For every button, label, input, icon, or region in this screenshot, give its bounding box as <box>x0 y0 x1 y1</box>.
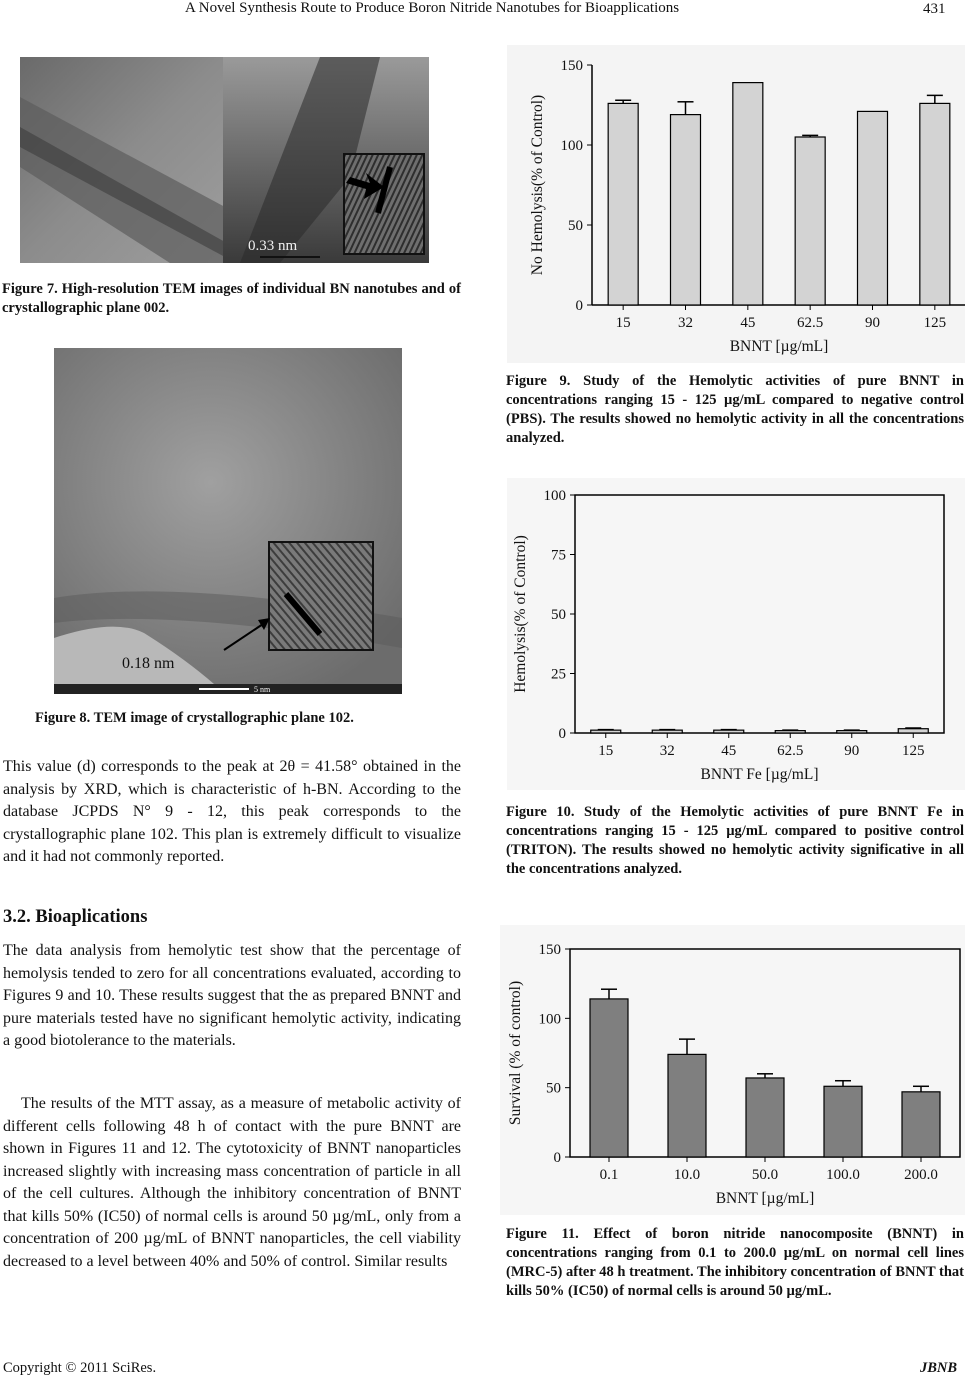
figure-11-chart <box>500 925 965 1215</box>
chart-fig9-svg <box>507 45 965 363</box>
x-tick-label: 45 <box>740 315 756 331</box>
running-title: A Novel Synthesis Route to Produce Boron Nitride Nanotubes for Bioapplications <box>185 0 680 16</box>
y-tick-label: 0 <box>575 298 583 314</box>
y-axis-label: No Hemolysis(% of Control) <box>529 94 546 276</box>
figure-7-caption: Figure 7. High-resolution TEM images of individual BN nanotubes and of crystallographic plane 002. <box>2 281 461 316</box>
y-axis-label: Hemolysis(% of Control) <box>512 535 529 693</box>
y-tick-label: 75 <box>551 547 566 564</box>
y-tick-label: 0 <box>558 726 566 742</box>
page-number: 431 <box>923 1 946 17</box>
bar <box>746 1078 784 1157</box>
page-header <box>0 0 965 30</box>
bar <box>898 729 928 733</box>
y-axis-label: Survival (% of control) <box>507 980 524 1126</box>
x-tick-label: 10.0 <box>673 1167 701 1183</box>
figure-8-caption: Figure 8. TEM image of crystallographic plane 102. <box>35 710 354 726</box>
x-tick-label: 62.5 <box>797 315 824 331</box>
body-paragraph-3 <box>3 1093 461 1273</box>
y-tick-label: 150 <box>560 58 583 74</box>
x-tick-label: 15 <box>615 315 631 331</box>
bar <box>733 83 763 305</box>
figure-9-chart <box>507 45 965 363</box>
x-axis-label: BNNT Fe [µg/mL] <box>700 766 819 783</box>
x-tick-label: 32 <box>659 743 675 759</box>
tem-image-fig7 <box>20 57 429 263</box>
x-tick-label: 62.5 <box>777 743 804 759</box>
figure-8-image <box>54 348 402 694</box>
section-title: 3.2. Bioaplications <box>3 907 148 927</box>
chart-fig11-svg <box>500 925 965 1215</box>
bar <box>837 731 867 733</box>
y-tick-label: 0 <box>553 1150 561 1166</box>
bar <box>590 999 628 1157</box>
x-tick-label: 45 <box>721 743 737 759</box>
y-tick-label: 100 <box>538 1011 561 1028</box>
x-axis-label: BNNT [µg/mL] <box>715 1190 815 1207</box>
bar <box>591 730 621 733</box>
bar <box>608 103 638 305</box>
y-tick-label: 100 <box>560 138 583 154</box>
figure-10-chart <box>507 478 965 790</box>
bar <box>652 730 682 733</box>
body-paragraph-2 <box>3 940 461 1053</box>
fig8-scalebar-label: 5 nm <box>254 685 271 694</box>
figure-11-caption: Figure 11. Effect of boron nitride nanocomposite (BNNT) in concentrations ranging from 0.1 to 200.0 µg/mL on normal cell lines (MRC-5) after 48 h treatment. The inhibitory concentration of BNNT that kills 50% (IC50) of normal cells is around 50 µg/mL. <box>506 1226 964 1299</box>
x-tick-label: 125 <box>923 315 947 331</box>
bar <box>668 1054 706 1157</box>
bar <box>714 730 744 733</box>
paragraph-3: The results of the MTT assay, as a measure of metabolic activity of different cells following 48 h of contact with the pure BNNT are shown in Figures 11 and 12. The cytotoxicity of BNNT nanoparticles increased slightly with increasing mass concentration of particle in all of the cell cultures. Although the inhibitory concentration of BNNT that kills 50% (IC50) of normal cells is around 50 µg/mL, only from a concentration of 200 µg/mL of BNNT nanoparticles, the cell viability decreased to a level between 40% and 50% of control. Similar results <box>3 1095 461 1270</box>
paragraph-2: The data analysis from hemolytic test show that the percentage of hemolysis tended to zero for all concentrations evaluated, according to Figures 9 and 10. These results suggest that the as prepared BNNT and pure materials tested have no significant hemolytic activity, indicating a good biotolerance to the materials. <box>3 942 461 1049</box>
bar <box>858 111 888 305</box>
bar <box>824 1086 862 1157</box>
x-tick-label: 0.1 <box>599 1167 619 1183</box>
fig7-scale-label: 0.33 nm <box>248 238 298 254</box>
y-tick-label: 50 <box>568 218 583 234</box>
y-tick-label: 150 <box>538 942 561 958</box>
x-tick-label: 200.0 <box>904 1167 938 1183</box>
x-tick-label: 90 <box>865 315 880 331</box>
figure-7-image <box>20 57 429 263</box>
x-tick-label: 125 <box>902 743 925 759</box>
tem-image-fig8 <box>54 348 402 694</box>
figure-10-caption: Figure 10. Study of the Hemolytic activities of pure BNNT Fe in concentrations ranging 15 - 125 µg/mL compared to positive control (TRITON). The results showed no hemolytic activity significative in all the concentrations analyzed. <box>506 804 964 877</box>
x-tick-label: 90 <box>844 743 860 759</box>
bar <box>920 103 950 305</box>
x-tick-label: 100.0 <box>826 1167 860 1183</box>
x-axis-label: BNNT [µg/mL] <box>729 338 829 355</box>
figure-9-caption: Figure 9. Study of the Hemolytic activities of pure BNNT in concentrations ranging 15 - 125 µg/mL compared to negative control (PBS). The results showed no hemolytic activity in all the concentrations analyzed. <box>506 373 964 446</box>
bar <box>902 1092 940 1157</box>
bar <box>671 115 701 305</box>
bar <box>795 137 825 305</box>
chart-fig10-svg <box>507 478 965 790</box>
y-tick-label: 25 <box>551 666 566 683</box>
footer-copyright: Copyright © 2011 SciRes. <box>3 1360 157 1376</box>
paragraph-1: This value (d) corresponds to the peak at 2θ = 41.58° obtained in the analysis by XRD, which is characteristic of h-BN. According to the database JCPDS N° 9 - 12, this peak corresponds to the crystallographic plane 102. This plan is extremely difficult to visualize and it had not commonly reported. <box>3 758 461 865</box>
x-tick-label: 32 <box>678 315 693 331</box>
y-tick-label: 50 <box>551 607 566 623</box>
y-tick-label: 50 <box>546 1080 561 1097</box>
y-tick-label: 100 <box>543 488 566 504</box>
bar <box>775 731 805 733</box>
fig8-scale-label: 0.18 nm <box>122 655 175 672</box>
body-paragraph-1 <box>3 756 461 869</box>
x-tick-label: 15 <box>598 743 614 759</box>
footer-journal: JBNB <box>920 1360 958 1376</box>
x-tick-label: 50.0 <box>751 1167 779 1183</box>
